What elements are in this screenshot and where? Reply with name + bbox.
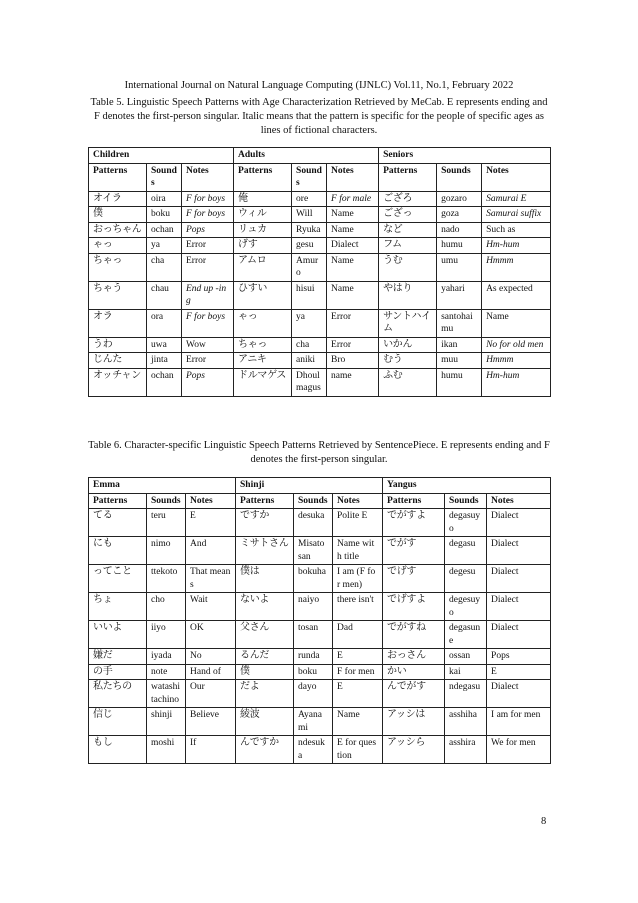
table-cell-sound: nimo [147,537,186,565]
journal-header: International Journal on Natural Language Computing (IJNLC) Vol.11, No.1, February 2022 [124,80,514,91]
table-row [89,309,551,337]
table-cell-note: Dialect [487,593,551,621]
table6-column-header: Notes [487,493,551,509]
table-row [89,222,551,238]
table-cell-sound: boku [294,664,333,680]
table-row [89,281,551,309]
table5-column-header: Patterns [379,163,437,191]
table6-column-header: Patterns [383,493,445,509]
table-cell-note: Error [182,353,234,369]
table-row [89,680,551,708]
table-cell-pattern: にも [89,537,147,565]
table-cell-sound: ya [292,309,327,337]
table-cell-note: Error [327,309,379,337]
table-cell-note: I am for men [487,708,551,736]
table-cell-pattern: ちゃう [89,281,147,309]
table-cell-note: Hmmm [482,353,551,369]
table-cell-note: Samurai E [482,191,551,207]
table-cell-sound: degasuyo [445,509,487,537]
table-cell-sound: ikan [437,337,482,353]
table-cell-note: If [186,736,236,764]
table-cell-pattern: 僕 [236,664,294,680]
table5-group-adults: Adults [234,148,379,164]
table-cell-note: Dialect [487,621,551,649]
table-cell-note: E for question [333,736,383,764]
table-cell-pattern: うむ [379,253,437,281]
table-cell-note: Dialect [327,238,379,254]
table5-column-header: Notes [182,163,234,191]
table-cell-sound: umu [437,253,482,281]
table-cell-sound: jinta [147,353,182,369]
table-cell-pattern: 信じ [89,708,147,736]
table-cell-sound: muu [437,353,482,369]
table5-group-children: Children [89,148,234,164]
table-cell-note: Wait [186,593,236,621]
table-cell-note: E [487,664,551,680]
table-cell-pattern: んですか [236,736,294,764]
table-cell-note: Name [333,708,383,736]
table-cell-pattern: るんだ [236,649,294,665]
table-cell-note: Name [327,253,379,281]
table5-column-header: Patterns [89,163,147,191]
table-cell-pattern: げす [234,238,292,254]
table-row [89,736,551,764]
table-cell-sound: ochan [147,222,182,238]
table5-header-row [89,163,551,191]
table-cell-pattern: もし [89,736,147,764]
table6-group-row [89,478,551,494]
table-row [89,191,551,207]
table-cell-note: Believe [186,708,236,736]
table-cell-note: Error [182,238,234,254]
table-cell-note: Name with title [333,537,383,565]
table-cell-note: there isn't [333,593,383,621]
table5-caption: Table 5. Linguistic Speech Patterns with Age Characterization Retrieved by MeCab. E represents ending and F denotes the first-person singular. Italic means that the pattern is specific for the people of specific ages as lines of fictional characters. [90,97,548,136]
table-cell-pattern: やはり [379,281,437,309]
table-cell-pattern: ウィル [234,207,292,223]
table6-header-row [89,493,551,509]
table-cell-note: F for male [327,191,379,207]
table-cell-sound: ttekoto [147,565,186,593]
table-cell-pattern: ちゃっ [89,253,147,281]
table-cell-pattern: だよ [236,680,294,708]
table-cell-pattern: 私たちの [89,680,147,708]
table-cell-note: E [333,649,383,665]
table5-column-header: Notes [482,163,551,191]
table-cell-pattern: の手 [89,664,147,680]
table-row [89,337,551,353]
table-cell-pattern: フム [379,238,437,254]
table-cell-sound: gozaro [437,191,482,207]
table-cell-pattern: など [379,222,437,238]
table-cell-note: E [186,509,236,537]
table-cell-sound: runda [294,649,333,665]
table-cell-sound: ndesuka [294,736,333,764]
table-cell-pattern: 僕は [236,565,294,593]
table-cell-note: End up -ing [182,281,234,309]
page-number: 8 [541,816,547,827]
table-cell-sound: uwa [147,337,182,353]
table-cell-note: Bro [327,353,379,369]
table-cell-note: Dialect [487,680,551,708]
table-cell-note: And [186,537,236,565]
table-cell-sound: asshira [445,736,487,764]
table-cell-note: I am (F for men) [333,565,383,593]
table-cell-sound: degasu [445,537,487,565]
table-cell-pattern: ゃっ [89,238,147,254]
table-cell-sound: humu [437,368,482,396]
table-cell-pattern: かい [383,664,445,680]
table-cell-sound: hisui [292,281,327,309]
table-row [89,368,551,396]
table-cell-note: As expected [482,281,551,309]
table-cell-sound: iyada [147,649,186,665]
table-cell-sound: ore [292,191,327,207]
table-cell-note: F for boys [182,207,234,223]
table6-column-header: Patterns [89,493,147,509]
table-cell-note: E [333,680,383,708]
table5-column-header: Sounds [292,163,327,191]
table6-column-header: Notes [333,493,383,509]
table-cell-sound: asshiha [445,708,487,736]
table-cell-note: Pops [182,368,234,396]
table-row [89,509,551,537]
table-cell-pattern: ゃっ [234,309,292,337]
table-cell-note: Dad [333,621,383,649]
table-cell-pattern: ちゃっ [234,337,292,353]
table-cell-pattern: アッシら [383,736,445,764]
table-cell-sound: gesu [292,238,327,254]
table-cell-note: Name [327,222,379,238]
table-cell-pattern: ござっ [379,207,437,223]
table-cell-pattern: アッシは [383,708,445,736]
table5 [88,147,551,397]
table-cell-pattern: アニキ [234,353,292,369]
table-cell-note: That means [186,565,236,593]
table5-column-header: Notes [327,163,379,191]
table-cell-note: Error [182,253,234,281]
table5-column-header: Sounds [437,163,482,191]
table-cell-pattern: ってこと [89,565,147,593]
table-cell-pattern: じんた [89,353,147,369]
table-cell-pattern: ミサトさん [236,537,294,565]
table-cell-pattern: アムロ [234,253,292,281]
table-cell-pattern: でがすね [383,621,445,649]
table5-column-header: Patterns [234,163,292,191]
table-cell-note: Name [482,309,551,337]
table-cell-pattern: オッチャン [89,368,147,396]
table-cell-sound: bokuha [294,565,333,593]
table-cell-sound: degesuyo [445,593,487,621]
table-cell-sound: boku [147,207,182,223]
table-cell-pattern: ドルマゲス [234,368,292,396]
table6 [88,477,551,764]
table-cell-sound: iiyo [147,621,186,649]
table-cell-note: F for boys [182,191,234,207]
table-cell-pattern: サントハイム [379,309,437,337]
table-cell-note: Pops [182,222,234,238]
table-cell-pattern: ないよ [236,593,294,621]
table-cell-pattern: んでがす [383,680,445,708]
table-cell-note: Dialect [487,537,551,565]
table-cell-sound: kai [445,664,487,680]
table-cell-sound: cha [292,337,327,353]
table-cell-note: Polite E [333,509,383,537]
table-cell-sound: ya [147,238,182,254]
table-row [89,565,551,593]
table-cell-pattern: ですか [236,509,294,537]
table-cell-sound: ndegasu [445,680,487,708]
table-cell-pattern: リュカ [234,222,292,238]
table6-caption: Table 6. Character-specific Linguistic Speech Patterns Retrieved by SentencePiece. E represents ending and F denotes the first-person singular. [88,440,550,465]
table-cell-note: Hmmm [482,253,551,281]
table5-group-seniors: Seniors [379,148,551,164]
table-cell-sound: naiyo [294,593,333,621]
table-cell-pattern: てる [89,509,147,537]
table-cell-sound: degesu [445,565,487,593]
table-cell-note: Pops [487,649,551,665]
table-cell-sound: Ryuka [292,222,327,238]
table6-group-shinji: Shinji [236,478,383,494]
table-cell-pattern: 父さん [236,621,294,649]
table-cell-sound: Amuro [292,253,327,281]
table6-column-header: Sounds [445,493,487,509]
table-cell-sound: shinji [147,708,186,736]
table-cell-pattern: でげす [383,565,445,593]
table-cell-pattern: でがすよ [383,509,445,537]
table-cell-sound: cha [147,253,182,281]
table-cell-note: F for men [333,664,383,680]
table6-group-emma: Emma [89,478,236,494]
table-cell-pattern: ふむ [379,368,437,396]
table-cell-pattern: ちょ [89,593,147,621]
table-cell-sound: aniki [292,353,327,369]
table-cell-sound: Ayanami [294,708,333,736]
table-cell-sound: note [147,664,186,680]
table5-group-row [89,148,551,164]
table-cell-sound: ora [147,309,182,337]
table5-column-header: Sounds [147,163,182,191]
table-row [89,664,551,680]
table-cell-sound: watashitachino [147,680,186,708]
table6-column-header: Patterns [236,493,294,509]
table-row [89,593,551,621]
table-cell-pattern: ござろ [379,191,437,207]
table-cell-pattern: オイラ [89,191,147,207]
table-cell-pattern: いかん [379,337,437,353]
table-cell-sound: desuka [294,509,333,537]
table-cell-note: name [327,368,379,396]
table-cell-pattern: オラ [89,309,147,337]
table-cell-sound: Will [292,207,327,223]
table-cell-note: Hm-hum [482,368,551,396]
table-cell-note: Wow [182,337,234,353]
table-row [89,621,551,649]
table-cell-note: OK [186,621,236,649]
table-row [89,353,551,369]
table-cell-pattern: おっさん [383,649,445,665]
table-cell-note: No for old men [482,337,551,353]
table-cell-pattern: 俺 [234,191,292,207]
table-cell-note: Name [327,207,379,223]
table-cell-note: Dialect [487,565,551,593]
table6-group-yangus: Yangus [383,478,551,494]
table-cell-note: F for boys [182,309,234,337]
table-cell-sound: degasune [445,621,487,649]
table-cell-sound: ossan [445,649,487,665]
table6-column-header: Sounds [294,493,333,509]
table6-column-header: Notes [186,493,236,509]
table-cell-note: Name [327,281,379,309]
table-cell-sound: Dhoulmagus [292,368,327,396]
table-cell-sound: Misatosan [294,537,333,565]
table-row [89,238,551,254]
table-cell-sound: moshi [147,736,186,764]
table-cell-sound: chau [147,281,182,309]
table6-column-header: Sounds [147,493,186,509]
table-cell-pattern: いいよ [89,621,147,649]
table-cell-sound: yahari [437,281,482,309]
table-cell-note: We for men [487,736,551,764]
table-row [89,537,551,565]
table-cell-pattern: ひすい [234,281,292,309]
table-cell-pattern: 綾波 [236,708,294,736]
table-cell-pattern: むう [379,353,437,369]
table-cell-sound: tosan [294,621,333,649]
table-cell-note: Error [327,337,379,353]
table-cell-sound: goza [437,207,482,223]
table-cell-note: Such as [482,222,551,238]
table-cell-sound: oira [147,191,182,207]
table-cell-note: No [186,649,236,665]
table-cell-note: Hm-hum [482,238,551,254]
table-cell-note: Dialect [487,509,551,537]
table-row [89,253,551,281]
table-cell-sound: ochan [147,368,182,396]
table-cell-note: Samurai suffix [482,207,551,223]
table-cell-sound: cho [147,593,186,621]
table-cell-pattern: 僕 [89,207,147,223]
table-cell-sound: nado [437,222,482,238]
table-row [89,207,551,223]
table-cell-sound: santohaimu [437,309,482,337]
table-cell-pattern: でげすよ [383,593,445,621]
table-cell-pattern: おっちゃん [89,222,147,238]
table-cell-pattern: でがす [383,537,445,565]
table-cell-pattern: 嫌だ [89,649,147,665]
table-row [89,649,551,665]
table-cell-pattern: うわ [89,337,147,353]
table-cell-note: Our [186,680,236,708]
table-cell-note: Hand of [186,664,236,680]
table-cell-sound: dayo [294,680,333,708]
table-row [89,708,551,736]
table-cell-sound: teru [147,509,186,537]
table-cell-sound: humu [437,238,482,254]
